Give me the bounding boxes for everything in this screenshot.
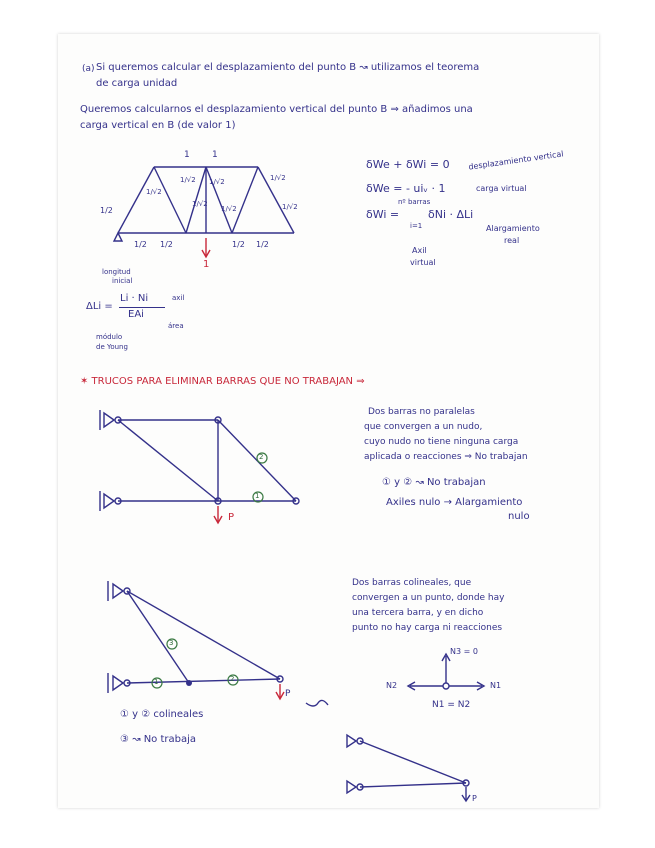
delta-numerator: Li · Ni — [120, 293, 149, 304]
label-axil: axil — [172, 294, 185, 302]
virtual-work-eq: δWe + δWi = 0 — [366, 158, 450, 171]
rule1-axiles: Axiles nulo → Alargamiento — [386, 497, 523, 508]
reduced-truss — [306, 700, 470, 801]
reduced-load: P — [472, 794, 477, 803]
external-work-eq: δWe = - uiᵥ · 1 — [366, 182, 446, 195]
colineales-note: ① y ② colineales — [120, 709, 204, 720]
rule2-line: una tercera barra, y en dicho — [352, 608, 484, 618]
rule2-line: convergen a un punto, donde hay — [352, 593, 505, 603]
unit-load-label: 1 — [203, 259, 210, 270]
node-diagram — [408, 654, 484, 690]
diag-force-label: 1/√2 — [282, 203, 298, 211]
note-virtual: virtual — [410, 258, 436, 267]
internal-work-eq-prefix: δWi = — [366, 208, 400, 221]
n3-label: N3 = 0 — [450, 647, 478, 656]
bar-number: 1 — [154, 678, 159, 686]
intro-line2: carga vertical en B (de valor 1) — [80, 120, 236, 131]
bar-number: 2 — [230, 675, 235, 683]
bottom-force-label: 1/2 — [134, 240, 147, 249]
eq2-note: carga virtual — [476, 184, 527, 193]
rule1-line: cuyo nudo no tiene ninguna carga — [364, 437, 519, 447]
bottom-force-label: 1/2 — [232, 240, 245, 249]
internal-work-eq-body: δNi · ΔLi — [428, 208, 474, 221]
diag-force-label: 1/√2 — [192, 200, 208, 208]
n1-equals-n2: N1 = N2 — [432, 700, 471, 710]
label-de-young: de Young — [96, 343, 128, 351]
sum-upper: nº barras — [398, 198, 431, 206]
rule1-load: P — [228, 512, 235, 523]
diag-force-label: 1/√2 — [270, 174, 286, 182]
intro-line1: Queremos calcularnos el desplazamiento vertical del punto B ⇒ añadimos una — [80, 104, 473, 115]
rule1-line: aplicada o reacciones ⇒ No trabajan — [364, 452, 528, 462]
n2-label: N2 — [386, 681, 398, 690]
rule1-line: que convergen a un nudo, — [364, 422, 483, 432]
n1-label: N1 — [490, 681, 502, 690]
sum-lower: i=1 — [410, 222, 423, 230]
truss-rule1 — [100, 410, 299, 523]
bar-number: 1 — [255, 492, 260, 500]
bar-number: 2 — [259, 453, 264, 461]
top-force-label: 1 — [184, 150, 190, 160]
rule1-line: Dos barras no paralelas — [368, 407, 475, 417]
section-a-line1: Si queremos calcular el desplazamiento del punto B ↝ utilizamos el teorema — [96, 62, 480, 73]
label-inicial: inicial — [112, 277, 133, 285]
rule2-line: punto no hay carga ni reacciones — [352, 623, 503, 633]
bottom-force-label: 1/2 — [160, 240, 173, 249]
delta-lhs: ΔLi = — [86, 301, 113, 312]
bottom-force-label: 1/2 — [256, 240, 269, 249]
fraction-bar — [119, 307, 165, 308]
delta-denominator: EAi — [128, 309, 144, 320]
note-alargamiento: Alargamiento — [486, 224, 540, 233]
diag-force-label: 1/√2 — [146, 188, 162, 196]
label-area: área — [168, 322, 184, 330]
note-real: real — [504, 236, 520, 245]
rule1-result: ① y ② ↝ No trabajan — [382, 477, 486, 488]
top-force-label: 1 — [212, 150, 218, 160]
note-axil: Axil — [412, 246, 427, 255]
no-trabaja-note: ③ ↝ No trabaja — [120, 734, 197, 745]
eq1-note: desplazamiento vertical — [467, 149, 565, 172]
diag-force-label: 1/√2 — [180, 176, 196, 184]
section-a-marker: (a) — [82, 64, 95, 74]
trucos-title: ✶ TRUCOS PARA ELIMINAR BARRAS QUE NO TRABAJAN ⇒ — [80, 376, 365, 387]
diag-force-label: 1/√2 — [221, 205, 237, 213]
label-longitud: longitud — [102, 268, 131, 276]
left-force-label: 1/2 — [100, 206, 113, 215]
rule1-nulo: nulo — [508, 511, 530, 522]
section-a-line2: de carga unidad — [96, 78, 178, 89]
label-modulo: módulo — [96, 333, 123, 341]
rule2-line: Dos barras colineales, que — [352, 578, 472, 588]
diag-force-label: 1/√2 — [209, 178, 225, 186]
bar-number: 3 — [169, 639, 174, 647]
truss-rule2 — [108, 581, 284, 699]
rule2-load: P — [285, 689, 291, 699]
